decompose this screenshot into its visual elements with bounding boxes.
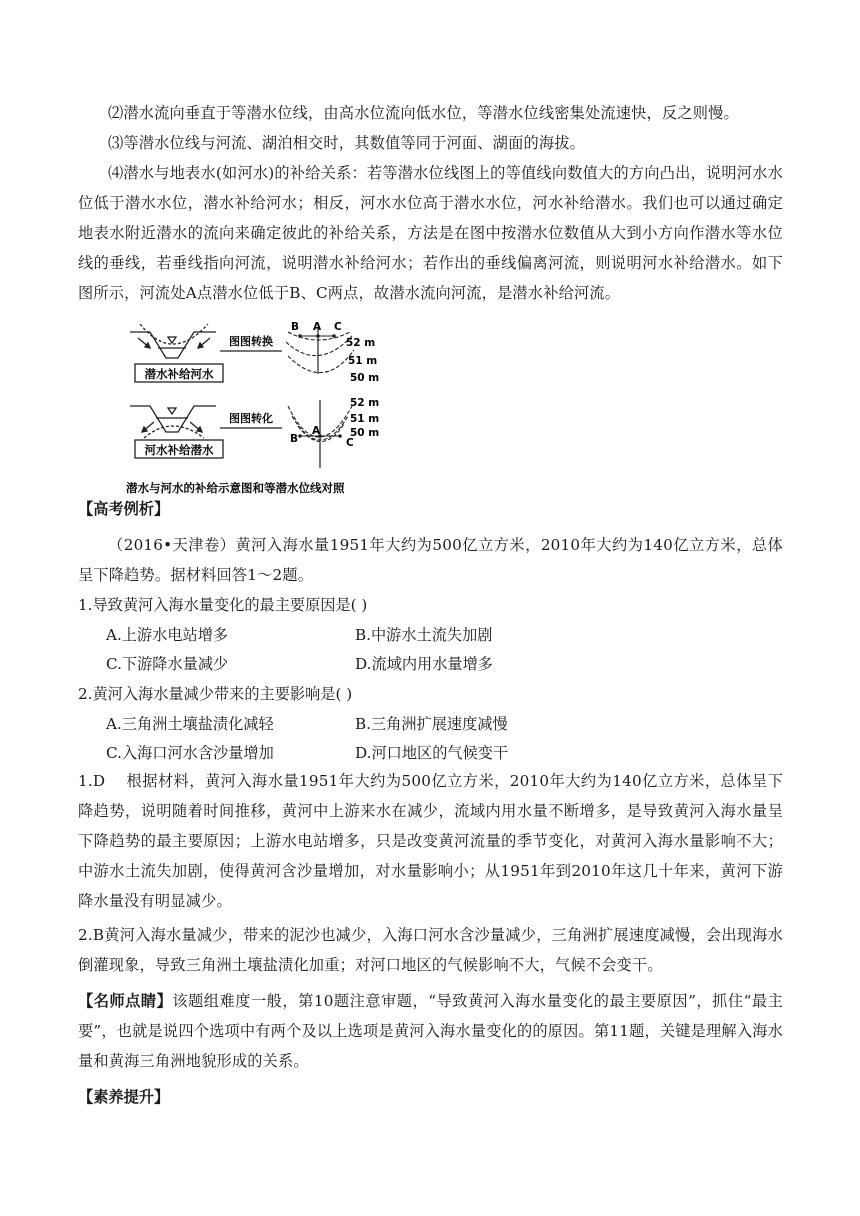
bottom-cross-section — [130, 406, 216, 438]
question-2-stem: 2.黄河入海水量减少带来的主要影响是( ) — [78, 685, 353, 703]
literacy-heading: 【素养提升】 — [78, 1088, 170, 1106]
bottom-contour-50: 50 m — [350, 427, 380, 439]
bottom-label-b: B — [290, 433, 299, 445]
teacher-tip — [78, 986, 783, 1076]
exam-heading: 【高考例析】 — [78, 500, 170, 518]
top-cross-section — [130, 324, 216, 358]
top-point-c — [332, 334, 336, 338]
bottom-label-text: 河水补给潜水 — [144, 443, 214, 457]
question-1-stem: 1.导致黄河入海水量变化的最主要原因是( ) — [78, 596, 368, 614]
top-label-a: A — [313, 321, 322, 333]
answer-1: 1.D 根据材料，黄河入海水量1951年大约为500亿立方米，2010年大约为140亿立方米，总体呈下降趋势，说明随着时间推移，黄河中上游来水在减少，流域内用水量不断增多，是导致黄河入海水量呈下降趋势的最主要原因；上游水电站增多，只是改变黄河流量的季节变化，对黄河入海水量影响不大；中游水土流失加剧，使得黄河含沙量增加，对水量影响小；从1951年到2010年这几十年来，黄河下游降水量没有明显减少。 — [78, 772, 783, 910]
q2-option-a: A.三角洲土壤盐渍化减轻 — [106, 715, 274, 733]
q2-option-b: B.三角洲扩展速度减慢 — [355, 715, 508, 733]
top-contour-50: 50 m — [350, 372, 380, 384]
q2-option-c: C.入海口河水含沙量增加 — [106, 744, 274, 762]
exam-intro: （2016•天津卷）黄河入海水量1951年大约为500亿立方米，2010年大约为140亿立方米，总体呈下降趋势。据材料回答1～2题。 — [78, 536, 783, 584]
groundwater-figure — [120, 318, 400, 498]
top-label-text: 潜水补给河水 — [144, 367, 214, 381]
top-label-b: B — [291, 321, 300, 333]
top-label-c: C — [334, 321, 342, 333]
top-point-b — [298, 334, 302, 338]
paragraph-recharge-relation: ⑷潜水与地表水(如河水)的补给关系：若等潜水位线图上的等值线向数值大的方向凸出，说明河水水位低于潜水水位，潜水补给河水；相反，河水水位高于潜水水位，河水补给潜水。我们也可以通过确定地表水附近潜水的流向来确定彼此的补给关系，方法是在图中按潜水位数值从大到小方向作潜水等水位线的垂线，若垂线指向河流，说明潜水补给河水；若作出的垂线偏离河流，则说明河水补给潜水。如下图所示，河流处A点潜水位低于B、C两点，故潜水流向河流，是潜水补给河流。 — [78, 164, 783, 302]
figure-caption: 潜水与河水的补给示意图和等潜水位线对照 — [126, 481, 345, 495]
top-contours — [286, 332, 354, 373]
q1-option-a: A.上游水电站增多 — [106, 626, 229, 644]
q1-option-c: C.下游降水量减少 — [106, 655, 229, 673]
bottom-arrow-label: 图图转化 — [229, 412, 273, 425]
paragraph-intersection: ⑶等潜水位线与河流、湖泊相交时，其数值等同于河面、湖面的海拔。 — [108, 134, 586, 152]
teacher-tip-label: 【名师点睛】 — [78, 992, 173, 1010]
top-contour-51: 51 m — [348, 355, 378, 367]
q2-option-d: D.河口地区的气候变干 — [355, 744, 509, 762]
top-point-a — [316, 334, 320, 338]
teacher-tip-text: 该题组难度一般，第10题注意审题，“导致黄河入海水量变化的最主要原因”，抓住“最主要”，也就是说四个选项中有两个及以上选项是黄河入海水量变化的的原因。第11题，关键是理解入海水量和黄海三角洲地貌形成的关系。 — [78, 992, 783, 1070]
bottom-point-b — [298, 434, 302, 438]
q1-option-d: D.流域内用水量增多 — [355, 655, 493, 673]
bottom-label-a: A — [312, 425, 321, 437]
bottom-contour-52: 52 m — [350, 397, 380, 409]
paragraph-flow-direction: ⑵潜水流向垂直于等潜水位线，由高水位流向低水位，等潜水位线密集处流速快，反之则慢。 — [108, 104, 739, 122]
top-arrow-label: 图图转换 — [229, 335, 273, 348]
bottom-label-c: C — [346, 437, 354, 449]
answer-2: 2.B黄河入海水量减少，带来的泥沙也减少，入海口河水含沙量减少，三角洲扩展速度减慢，会出现海水倒灌现象，导致三角洲土壤盐渍化加重；对河口地区的气候影响不大，气候不会变干。 — [78, 926, 783, 974]
bottom-contour-51: 51 m — [350, 413, 380, 425]
groundwater-diagram — [120, 318, 400, 498]
bottom-point-c — [338, 434, 342, 438]
q1-option-b: B.中游水土流失加剧 — [355, 626, 493, 644]
top-contour-52: 52 m — [346, 337, 376, 349]
